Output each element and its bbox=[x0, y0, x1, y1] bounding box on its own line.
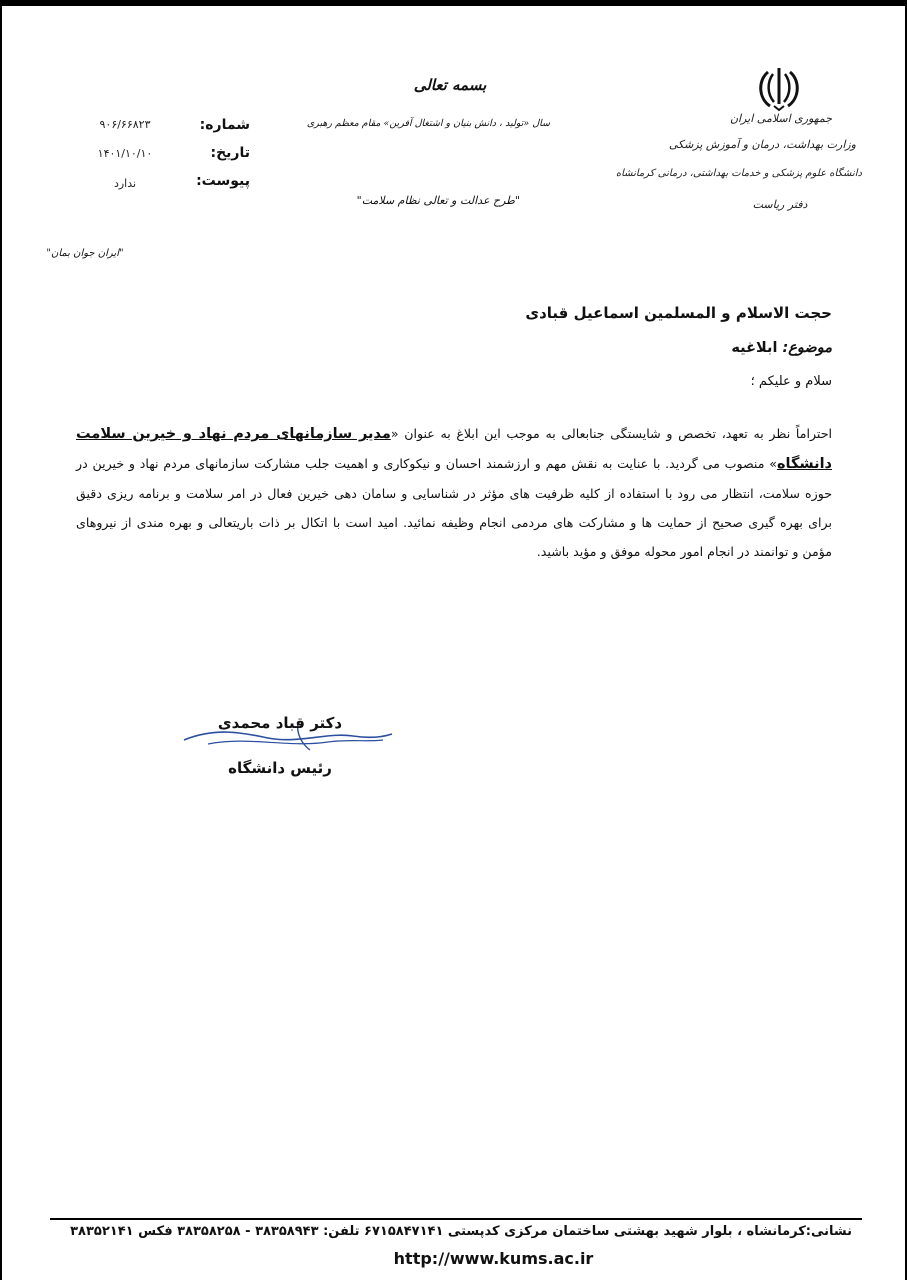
year-slogan: سال «تولید ، دانش بنیان و اشتغال آفرین» مقام معظم رهبری bbox=[306, 118, 550, 129]
date-label: تاریخ: bbox=[210, 145, 250, 161]
attachment-label: پیوست: bbox=[196, 173, 250, 189]
footer-divider bbox=[50, 1218, 862, 1220]
body-part-2: » منصوب می گردید. با عنایت به نقش مهم و ارزشمند احسان و نیکوکاری و اهمیت جلب مشارکت سازمانهای مردم نهاد و خیرین در حوزه سلامت، انتظار می رود با استفاده از کلیه ظرفیت های مؤثر در شناسایی و سامان دهی خیرین فعال در امر سلامت و برنامه ریزی دقیق برای بهره گیری صحیح از حمایت ها و مشارکت های مردمی انجام وظیفه نمائید. امید است با اتکال بر ذات باریتعالی و بهره مندی از نیروهای مؤمن و توانمند در انجام امور محوله موفق و مؤید باشید. bbox=[76, 456, 832, 559]
gov-line-ministry: وزارت بهداشت، درمان و آموزش پزشکی bbox=[668, 138, 856, 151]
subject bbox=[500, 340, 832, 356]
gov-line-university: دانشگاه علوم پزشکی و خدمات بهداشتی، درمانی کرمانشاه bbox=[615, 168, 862, 179]
greeting: سلام و علیکم ؛ bbox=[750, 374, 832, 389]
left-border bbox=[0, 0, 2, 1280]
letter-body bbox=[76, 419, 832, 566]
body-part-1: احتراماً نظر به تعهد، تخصص و شایستگی جنابعالی به موجب این ابلاغ به عنوان « bbox=[390, 426, 832, 441]
date-value: ۱۴۰۱/۱۰/۱۰ bbox=[97, 147, 153, 160]
bismillah: بسمه تعالی bbox=[413, 76, 487, 94]
appointment-title: مدیر سازمانهای مردم نهاد و خیرین سلامت دانشگاه bbox=[76, 426, 832, 472]
attachment-value: ندارد bbox=[113, 177, 137, 190]
subject-value: ابلاغیه bbox=[731, 340, 778, 356]
health-slogan: "طرح عدالت و تعالی نظام سلامت" bbox=[356, 194, 520, 207]
footer-url[interactable]: http://www.kums.ac.ir bbox=[393, 1249, 594, 1268]
youth-slogan: "ایران جوان بمان" bbox=[46, 248, 124, 259]
top-border bbox=[0, 0, 907, 6]
gov-line-office: دفتر ریاست bbox=[752, 198, 808, 211]
signer-title: رئیس دانشگاه bbox=[228, 759, 332, 777]
iran-emblem-icon bbox=[754, 64, 804, 112]
gov-line-republic: جمهوری اسلامی ایران bbox=[729, 112, 833, 125]
recipient: حجت الاسلام و المسلمین اسماعیل قبادی bbox=[525, 304, 832, 322]
number-value: ۹۰۶/۶۶۸۲۳ bbox=[99, 118, 151, 131]
subject-label: موضوع: bbox=[782, 340, 832, 356]
footer-address: نشانی:کرمانشاه ، بلوار شهید بهشتی ساختمان مرکزی کدپستی ۶۷۱۵۸۴۷۱۴۱ تلفن: ۳۸۳۵۸۹۴۳ - ۳۸۳۵۸۲۵۸ فکس ۳۸۳۵۲۱۴۱ bbox=[70, 1224, 852, 1239]
number-label: شماره: bbox=[199, 117, 250, 133]
signer-name: دکتر قباد محمدی bbox=[217, 714, 343, 732]
